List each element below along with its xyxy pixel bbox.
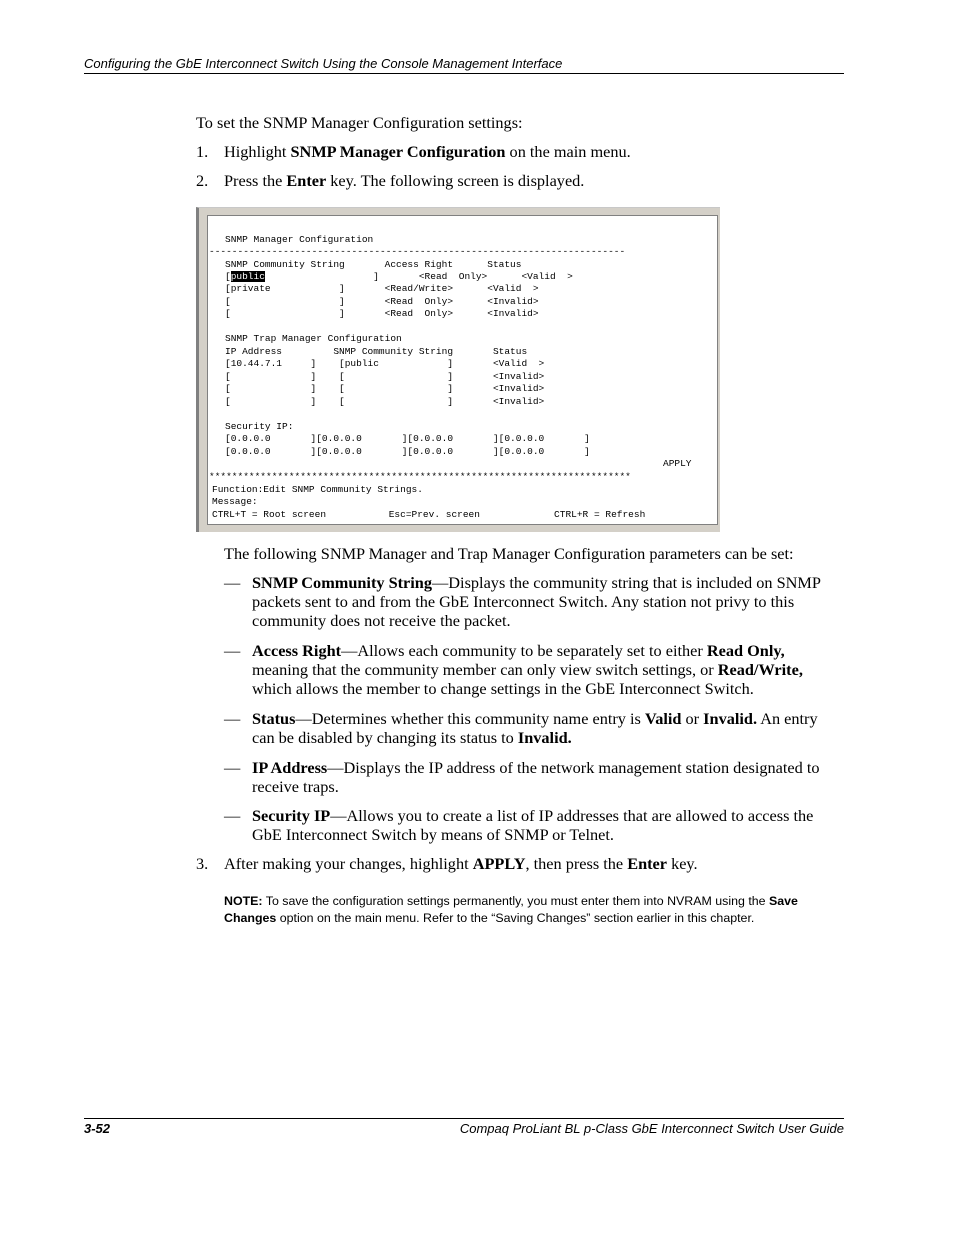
trap-header: IP Address SNMP Community String Status <box>225 346 528 357</box>
key-help-line: CTRL+T = Root screen Esc=Prev. screen CTRL+R = Refresh <box>212 509 646 520</box>
running-header: Configuring the GbE Interconnect Switch Using the Console Management Interface <box>84 56 563 71</box>
step-number: 3. <box>196 854 209 873</box>
note-label: NOTE: <box>224 894 263 908</box>
community-row[interactable]: [ ] <Read Only> <Invalid> <box>225 308 539 319</box>
security-row[interactable]: [0.0.0.0 ][0.0.0.0 ][0.0.0.0 ][0.0.0.0 ] <box>225 433 590 444</box>
step-text: Press the Enter key. The following screen is displayed. <box>224 171 585 190</box>
message-line: Message: <box>212 496 258 507</box>
trap-row[interactable]: [ ] [ ] <Invalid> <box>225 371 545 382</box>
trap-row[interactable]: [10.44.7.1 ] [public ] <Valid > <box>225 358 545 369</box>
screen-title: SNMP Manager Configuration <box>225 234 374 245</box>
screen-dash-line: ------------------------------------------------------------------------- <box>209 246 626 257</box>
community-header: SNMP Community String Access Right Status <box>225 259 522 270</box>
footer-rule <box>84 1118 844 1119</box>
community-row[interactable]: [ ] <Read Only> <Invalid> <box>225 296 539 307</box>
trap-row[interactable]: [ ] [ ] <Invalid> <box>225 383 545 394</box>
header-rule <box>84 73 844 74</box>
trap-row[interactable]: [ ] [ ] <Invalid> <box>225 396 545 407</box>
community-row[interactable]: [private ] <Read/Write> <Valid > <box>225 283 539 294</box>
screen-star-line: ************************************************************************** <box>209 471 631 482</box>
community-row[interactable]: [public ] <Read Only> <Valid > <box>225 271 573 282</box>
note-block: NOTE: To save the configuration settings permanently, you must enter them into NVRAM using the Save Changes option on the main menu. Refer to the “Saving Changes” section earlier in this chapter. <box>224 894 798 925</box>
community-input-selected[interactable]: public <box>230 271 265 282</box>
step-text: After making your changes, highlight APPLY, then press the Enter key. <box>224 854 698 873</box>
intro-text: To set the SNMP Manager Configuration settings: <box>196 113 523 132</box>
function-line: Function:Edit SNMP Community Strings. <box>212 484 423 495</box>
step-number: 1. <box>196 142 209 161</box>
trap-title: SNMP Trap Manager Configuration <box>225 333 402 344</box>
page-number: 3-52 <box>84 1121 111 1136</box>
apply-button[interactable]: APPLY <box>663 458 692 469</box>
step-number: 2. <box>196 171 209 190</box>
console-screen <box>207 215 718 525</box>
step-text: Highlight SNMP Manager Configuration on the main menu. <box>224 142 631 161</box>
security-title: Security IP: <box>225 421 294 432</box>
footer-title: Compaq ProLiant BL p-Class GbE Interconnect Switch User Guide <box>459 1121 844 1136</box>
security-row[interactable]: [0.0.0.0 ][0.0.0.0 ][0.0.0.0 ][0.0.0.0 ] <box>225 446 590 457</box>
parameters-intro: The following SNMP Manager and Trap Manager Configuration parameters can be set: <box>224 544 794 563</box>
